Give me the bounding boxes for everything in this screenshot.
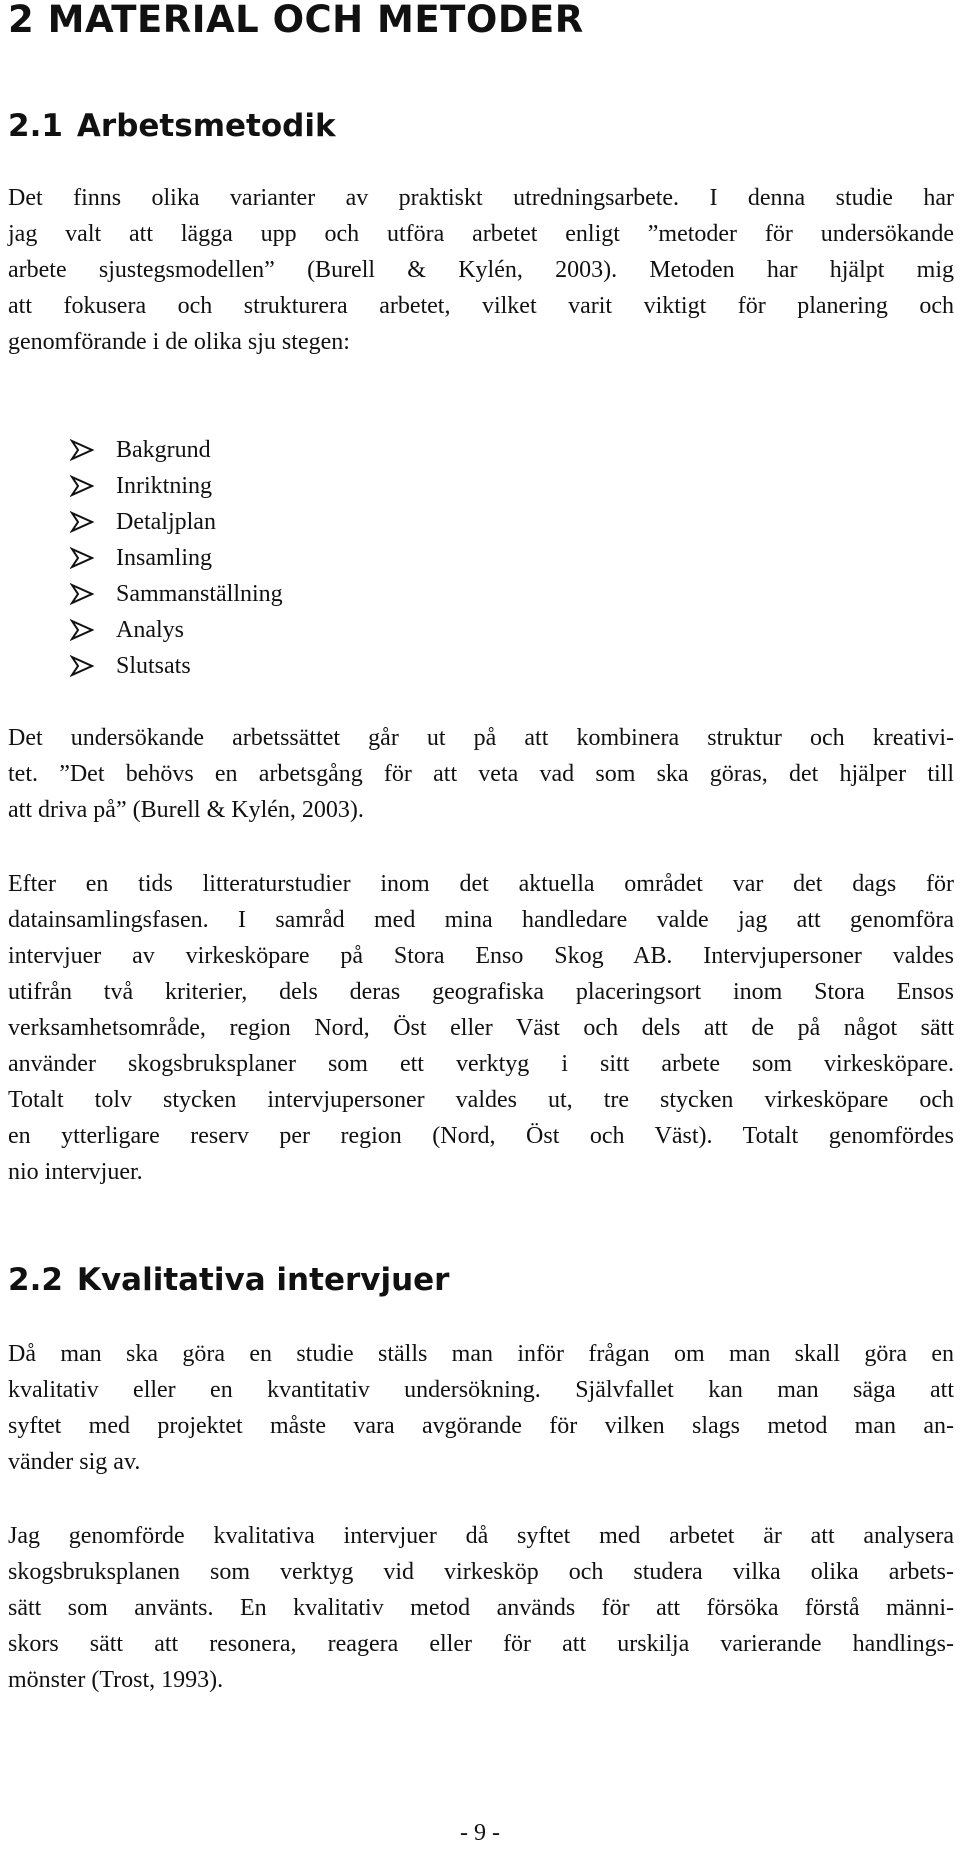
list-item-label: Sammanställning — [116, 581, 283, 607]
list-item — [70, 504, 283, 540]
text-line: att fokusera och strukturera arbetet, vilket varit viktigt för planering och — [8, 293, 954, 319]
arrowhead-bullet-icon — [70, 475, 94, 497]
text-line: genomförande i de olika sju stegen: — [8, 329, 350, 355]
arrowhead-bullet-icon — [70, 583, 94, 605]
arrowhead-bullet-icon — [70, 439, 94, 461]
text-line: intervjuer av virkesköpare på Stora Enso Skog AB. Intervjupersoner valdes — [8, 943, 954, 969]
text-line: vänder sig av. — [8, 1449, 141, 1475]
text-line: nio intervjuer. — [8, 1159, 143, 1185]
text-line: skogsbruksplanen som verktyg vid virkesköp och studera vilka olika arbets- — [8, 1559, 954, 1585]
text-line: arbete sjustegsmodellen” (Burell & Kylén, 2003). Metoden har hjälpt mig — [8, 257, 954, 283]
list-item-label: Detaljplan — [116, 509, 216, 535]
text-line: en ytterligare reserv per region (Nord, Öst och Väst). Totalt genomfördes — [8, 1123, 954, 1149]
list-item — [70, 468, 283, 504]
paragraph-working-method — [8, 720, 954, 828]
text-line: Det undersökande arbetssättet går ut på att kombinera struktur och kreativi- — [8, 725, 954, 751]
list-item — [70, 432, 283, 468]
text-line: Det finns olika varianter av praktiskt utredningsarbete. I denna studie har — [8, 185, 954, 211]
text-line: skors sätt att resonera, reagera eller för att urskilja varierande handlings- — [8, 1631, 954, 1657]
text-line: tet. ”Det behövs en arbetsgång för att veta vad som ska göras, det hjälper till — [8, 761, 954, 787]
arrowhead-bullet-icon — [70, 547, 94, 569]
text-line: verksamhetsområde, region Nord, Öst eller Väst och dels att de på något sätt — [8, 1015, 954, 1041]
page-number: - 9 - — [460, 1820, 500, 1846]
list-item-label: Insamling — [116, 545, 212, 571]
list-item — [70, 612, 283, 648]
list-item-label: Analys — [116, 617, 184, 643]
text-line: sätt som använts. En kvalitativ metod används för att försöka förstå männi- — [8, 1595, 954, 1621]
paragraph-qualitative-vs-quantitative — [8, 1336, 954, 1480]
text-line: Då man ska göra en studie ställs man inför frågan om man skall göra en — [8, 1341, 954, 1367]
paragraph-qualitative-interviews — [8, 1518, 954, 1698]
steps-list — [70, 432, 283, 684]
section-number: 2.2 — [8, 1262, 63, 1298]
arrowhead-bullet-icon — [70, 511, 94, 533]
paragraph-data-collection — [8, 866, 954, 1190]
chapter-heading: 2 MATERIAL OCH METODER — [8, 0, 584, 41]
section-title: Arbetsmetodik — [76, 108, 336, 144]
text-line: utifrån två kriterier, dels deras geografiska placeringsort inom Stora Ensos — [8, 979, 954, 1005]
text-line: datainsamlingsfasen. I samråd med mina handledare valde jag att genomföra — [8, 907, 954, 933]
text-line: att driva på” (Burell & Kylén, 2003). — [8, 797, 364, 823]
list-item-label: Bakgrund — [116, 437, 211, 463]
list-item-label: Inriktning — [116, 473, 212, 499]
text-line: jag valt att lägga upp och utföra arbetet enligt ”metoder för undersökande — [8, 221, 954, 247]
list-item — [70, 576, 283, 612]
text-line: Jag genomförde kvalitativa intervjuer då syftet med arbetet är att analysera — [8, 1523, 954, 1549]
text-line: mönster (Trost, 1993). — [8, 1667, 224, 1693]
section-number: 2.1 — [8, 108, 63, 144]
list-item-label: Slutsats — [116, 653, 191, 679]
text-line: syftet med projektet måste vara avgörande för vilken slags metod man an- — [8, 1413, 954, 1439]
arrowhead-bullet-icon — [70, 655, 94, 677]
section-heading-arbetsmetodik — [8, 108, 336, 144]
text-line: Efter en tids litteraturstudier inom det aktuella området var det dags för — [8, 871, 954, 897]
paragraph-intro — [8, 180, 954, 360]
section-title: Kvalitativa intervjuer — [76, 1262, 450, 1298]
list-item — [70, 540, 283, 576]
arrowhead-bullet-icon — [70, 619, 94, 641]
text-line: kvalitativ eller en kvantitativ undersökning. Självfallet kan man säga att — [8, 1377, 954, 1403]
text-line: använder skogsbruksplaner som ett verktyg i sitt arbete som virkesköpare. — [8, 1051, 954, 1077]
text-line: Totalt tolv stycken intervjupersoner valdes ut, tre stycken virkesköpare och — [8, 1087, 954, 1113]
section-heading-kvalitativa-intervjuer — [8, 1262, 449, 1298]
list-item — [70, 648, 283, 684]
